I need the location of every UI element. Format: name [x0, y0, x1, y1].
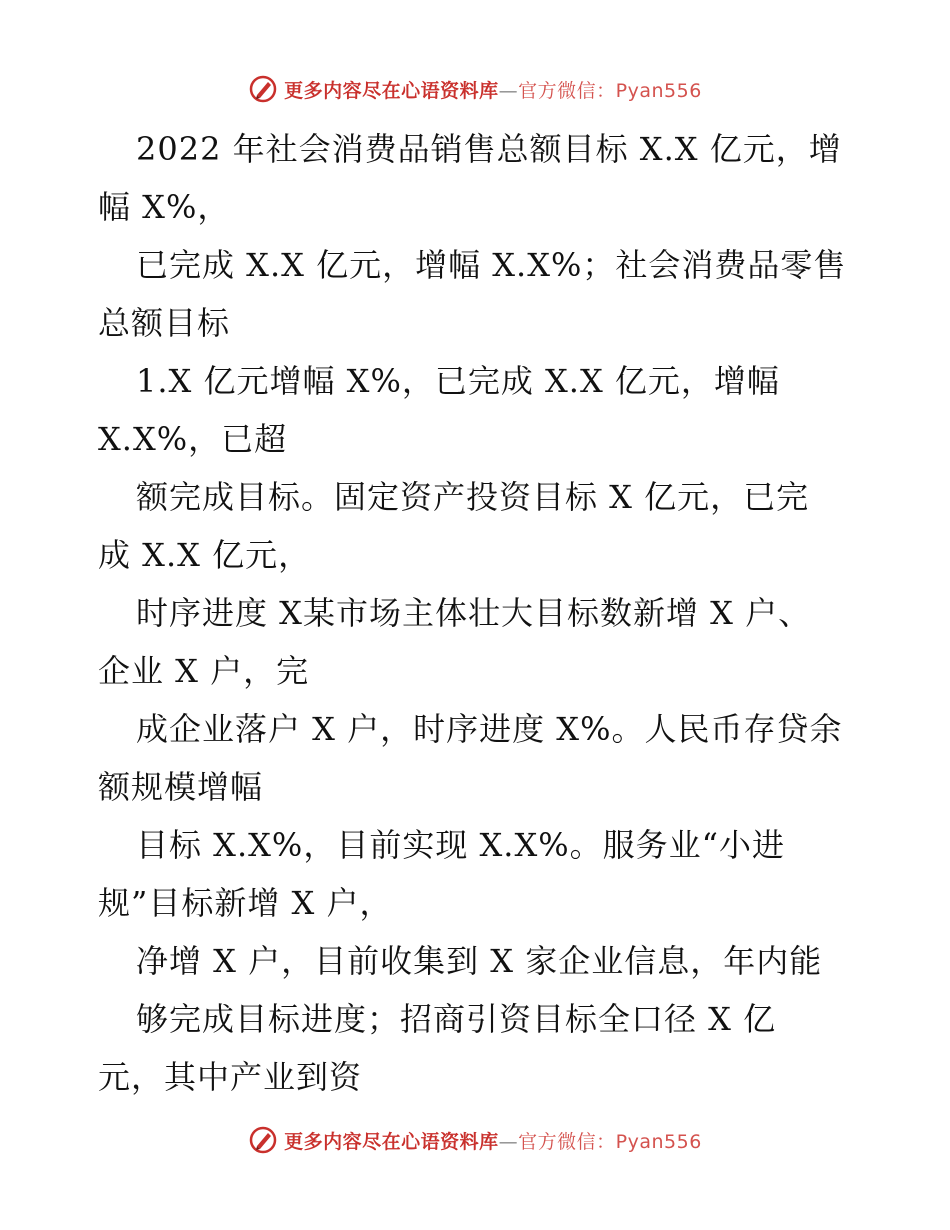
header-banner-text [284, 76, 702, 103]
body-line: 成企业落户 X 户，时序进度 X%。人民币存贷余 [136, 710, 843, 748]
footer-brand-text: 更多内容尽在心语资料库 [284, 1130, 499, 1153]
pen-logo-icon [248, 74, 278, 104]
body-line: 时序进度 X某市场主体壮大目标数新增 X 户、 [136, 594, 812, 632]
body-line: 1.X 亿元增幅 X%，已完成 X.X 亿元，增幅 [136, 362, 780, 400]
footer-banner-text [284, 1127, 702, 1154]
body-line: 总额目标 [98, 304, 231, 342]
header-banner [0, 67, 950, 111]
footer-banner [0, 1118, 950, 1162]
footer-wechat-text: 官方微信：Pyan556 [518, 1130, 702, 1153]
pen-logo-icon [248, 1125, 278, 1155]
body-line: 2022 年社会消费品销售总额目标 X.X 亿元，增 [136, 130, 842, 168]
body-line: 目标 X.X%，目前实现 X.X%。服务业“小进 [136, 826, 785, 864]
body-line: 成 X.X 亿元， [98, 536, 312, 574]
body-line: 元，其中产业到资 [98, 1058, 363, 1096]
header-wechat-text: 官方微信：Pyan556 [518, 79, 702, 102]
body-line: 规”目标新增 X 户， [98, 884, 393, 922]
body-line: X.X%，已超 [98, 420, 288, 458]
body-line: 额规模增幅 [98, 768, 264, 806]
header-brand-text: 更多内容尽在心语资料库 [284, 79, 499, 102]
body-line: 幅 X%， [98, 188, 231, 226]
body-line: 额完成目标。固定资产投资目标 X 亿元，已完 [136, 478, 810, 516]
header-separator: — [498, 79, 519, 102]
body-line: 够完成目标进度；招商引资目标全口径 X 亿 [136, 1000, 777, 1038]
footer-separator: — [498, 1130, 519, 1153]
body-line: 企业 X 户，完 [98, 652, 310, 690]
body-line: 已完成 X.X 亿元，增幅 X.X%；社会消费品零售 [136, 246, 847, 284]
body-line: 净增 X 户，目前收集到 X 家企业信息，年内能 [136, 942, 823, 980]
